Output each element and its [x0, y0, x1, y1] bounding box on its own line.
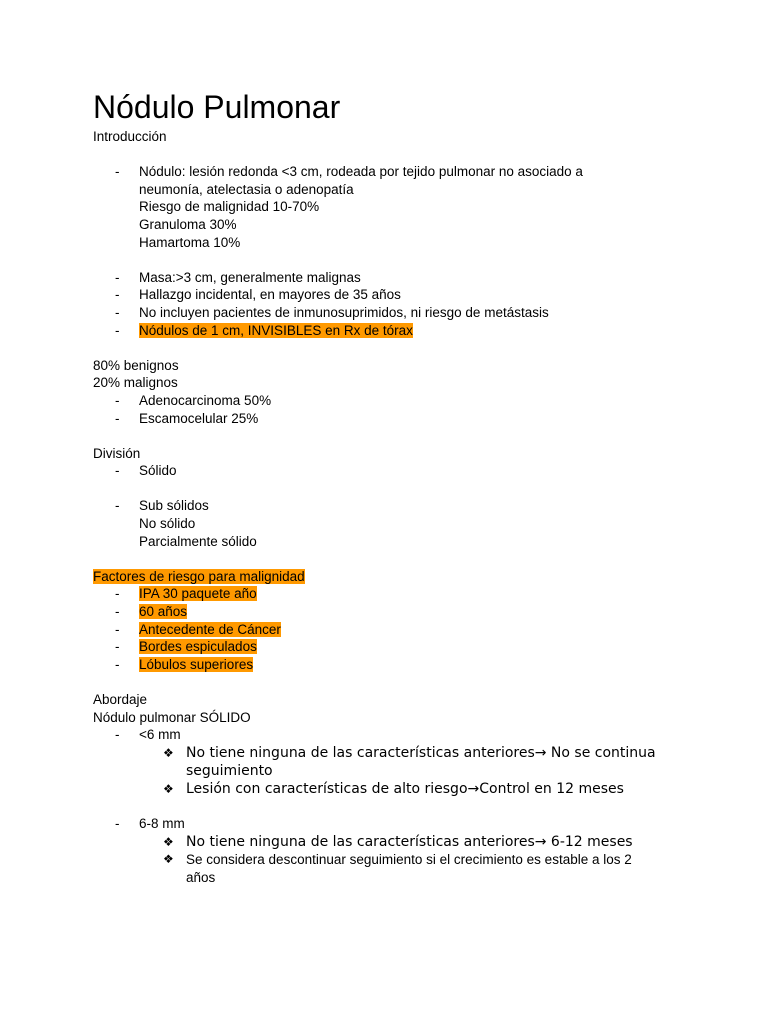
highlighted-text: Bordes espiculados [139, 639, 257, 655]
list-item: - Masa:>3 cm, generalmente malignas [93, 269, 693, 287]
highlighted-text: 60 años [139, 604, 188, 620]
sub-bullet-item [93, 833, 693, 851]
list-item-continuation: No sólido [139, 516, 196, 532]
highlighted-text: Lóbulos superiores [139, 656, 254, 672]
highlighted-text: IPA 30 paquete año [139, 586, 257, 602]
spacer [93, 550, 693, 568]
section-subheading: Nódulo pulmonar SÓLIDO [93, 709, 251, 725]
list-item: - Escamocelular 25% [93, 410, 693, 428]
sub-bullet-item [93, 851, 693, 869]
list-item: - No incluyen pacientes de inmunosuprimidos, ni riesgo de metástasis [93, 304, 693, 322]
sub-bullet-item [93, 780, 693, 798]
list-item-continuation: neumonía, atelectasia o adenopatía [139, 181, 354, 197]
section-factores [93, 568, 693, 586]
diamond-bullet-icon: ❖ [163, 781, 174, 796]
spacer [93, 798, 693, 816]
list-item: - <6 mm [93, 726, 693, 744]
sub-bullet-text: No tiene ninguna de las características anteriores→ No se continua [186, 744, 656, 761]
list-item: - Adenocarcinoma 50% [93, 392, 693, 410]
list-item-continuation: Hamartoma 10% [139, 234, 241, 250]
list-item-highlighted [93, 603, 693, 621]
list-item-continuation: Parcialmente sólido [139, 533, 257, 549]
highlighted-text: Factores de riesgo para malignidad [93, 568, 305, 584]
diamond-bullet-icon: ❖ [163, 834, 174, 849]
list-item: - Sólido [93, 462, 693, 480]
page-title: Nódulo Pulmonar [93, 89, 341, 125]
section-division: División [93, 445, 141, 461]
section-abordaje: Abordaje [93, 692, 148, 707]
sub-bullet-text: No tiene ninguna de las características anteriores→ 6-12 meses [186, 833, 633, 850]
list-item-highlighted [93, 585, 693, 603]
list-item-nodulo: - Nódulo: lesión redonda <3 cm, rodeada por tejido pulmonar no asociado a [93, 163, 693, 181]
spacer [93, 251, 693, 269]
sub-bullet-continuation: seguimiento [186, 762, 273, 779]
highlighted-text: Antecedente de Cáncer [139, 621, 281, 637]
list-item-highlighted [93, 621, 693, 639]
spacer [93, 339, 693, 357]
list-item-continuation: Granuloma 30% [139, 216, 237, 232]
document-page [93, 88, 693, 886]
diamond-bullet-icon: ❖ [163, 851, 174, 866]
list-item: - Sub sólidos [93, 497, 693, 515]
sub-bullet-item [93, 744, 693, 762]
spacer [93, 427, 693, 445]
sub-bullet-text: Se considera descontinuar seguimiento si el crecimiento es estable a los 2 [186, 851, 632, 867]
highlighted-text: Nódulos de 1 cm, INVISIBLES en Rx de tórax [139, 322, 413, 338]
diamond-bullet-icon: ❖ [163, 745, 174, 760]
stat-malignos: 20% malignos [93, 375, 178, 391]
sub-bullet-continuation: años [186, 869, 216, 885]
list-item-highlighted [93, 656, 693, 674]
list-item: - Hallazgo incidental, en mayores de 35 años [93, 286, 693, 304]
list-item-highlighted [93, 322, 693, 340]
list-item: - 6-8 mm [93, 815, 693, 833]
section-intro: Introducción [93, 129, 167, 144]
sub-bullet-text: Lesión con características de alto riesgo→Control en 12 meses [186, 780, 624, 797]
stat-benignos: 80% benignos [93, 357, 179, 373]
spacer [93, 146, 693, 164]
spacer [93, 673, 693, 691]
list-item-continuation: Riesgo de malignidad 10-70% [139, 199, 320, 215]
spacer [93, 480, 693, 498]
list-item-highlighted [93, 638, 693, 656]
